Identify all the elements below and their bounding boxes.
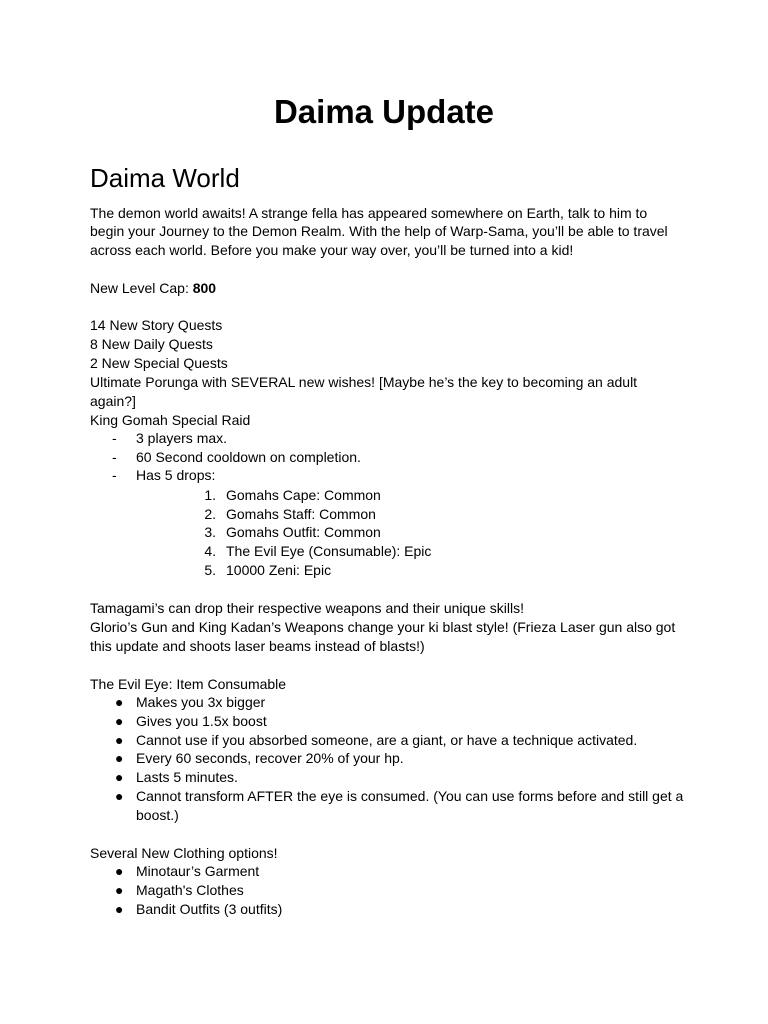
evil-eye-item: Gives you 1.5x boost (136, 713, 267, 729)
raid-detail: 60 Second cooldown on completion. (136, 449, 361, 465)
dash-marker: - (112, 467, 117, 483)
drop-item: 10000 Zeni: Epic (226, 562, 332, 578)
feature-line: King Gomah Special Raid (90, 412, 251, 428)
intro-line: The demon world awaits! A strange fella has appeared somewhere on Earth, talk to him to (90, 205, 648, 221)
evil-eye-heading: The Evil Eye: Item Consumable (90, 676, 287, 692)
clothing-item: Bandit Outfits (3 outfits) (136, 901, 283, 917)
weapons-line: this update and shoots laser beams instead of blasts!) (90, 638, 425, 654)
level-cap (90, 279, 216, 297)
clothing-item: Minotaur’s Garment (136, 863, 260, 879)
bullet-marker: ● (115, 882, 124, 898)
bullet-marker: ● (115, 750, 124, 766)
evil-eye-item: Makes you 3x bigger (136, 694, 266, 710)
feature-line: Ultimate Porunga with SEVERAL new wishes! [Maybe he’s the key to becoming an adult (90, 374, 638, 390)
bullet-marker: ● (115, 901, 124, 917)
bullet-marker: ● (115, 769, 124, 785)
bullet-marker: ● (115, 694, 124, 710)
drop-number: 3. (204, 524, 216, 540)
clothing-heading: Several New Clothing options! (90, 845, 278, 861)
bullet-marker: ● (115, 732, 124, 748)
document-title: Daima Update (273, 93, 495, 130)
evil-eye-item-continued: boost.) (136, 807, 179, 823)
evil-eye-item: Lasts 5 minutes. (136, 769, 238, 785)
drop-item: Gomahs Outfit: Common (226, 524, 381, 540)
level-cap-label: New Level Cap: (90, 280, 193, 296)
feature-line: 8 New Daily Quests (90, 336, 213, 352)
drop-number: 1. (204, 487, 216, 503)
feature-line: 2 New Special Quests (90, 355, 228, 371)
weapons-line: Glorio’s Gun and King Kadan’s Weapons change your ki blast style! (Frieza Laser gun also got (90, 619, 676, 635)
evil-eye-item: Cannot transform AFTER the eye is consumed. (You can use forms before and still get a (136, 788, 684, 804)
bullet-marker: ● (115, 863, 124, 879)
feature-line: again?] (90, 393, 136, 409)
clothing-item: Magath's Clothes (136, 882, 244, 898)
drop-number: 2. (204, 506, 216, 522)
bullet-marker: ● (115, 788, 124, 804)
drop-item: Gomahs Staff: Common (226, 506, 376, 522)
feature-line: 14 New Story Quests (90, 317, 223, 333)
level-cap-value: 800 (192, 280, 217, 296)
bullet-marker: ● (115, 713, 124, 729)
weapons-line: Tamagami’s can drop their respective weapons and their unique skills! (90, 600, 524, 616)
raid-detail: Has 5 drops: (136, 467, 216, 483)
dash-marker: - (112, 449, 117, 465)
drop-item: Gomahs Cape: Common (226, 487, 381, 503)
drop-item: The Evil Eye (Consumable): Epic (226, 543, 432, 559)
section-heading: Daima World (90, 163, 240, 193)
drop-number: 4. (204, 543, 216, 559)
drop-number: 5. (204, 562, 216, 578)
evil-eye-item: Every 60 seconds, recover 20% of your hp. (136, 750, 404, 766)
raid-detail: 3 players max. (136, 430, 228, 446)
dash-marker: - (112, 430, 117, 446)
intro-line: begin your Journey to the Demon Realm. With the help of Warp-Sama, you’ll be able to travel (90, 223, 668, 239)
intro-line: across each world. Before you make your way over, you’ll be turned into a kid! (90, 242, 574, 258)
evil-eye-item: Cannot use if you absorbed someone, are a giant, or have a technique activated. (136, 732, 638, 748)
